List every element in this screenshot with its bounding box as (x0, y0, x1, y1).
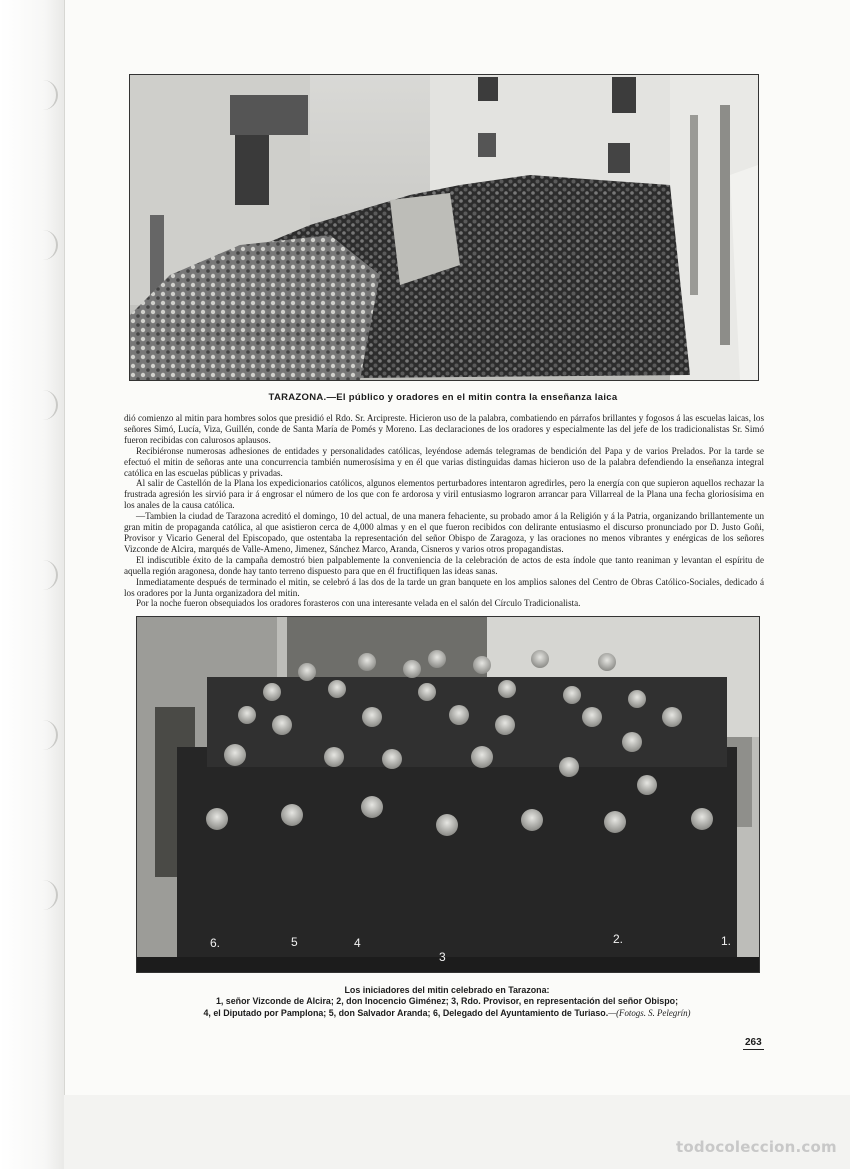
figure-number: 1. (721, 934, 732, 948)
figure-number: 3 (439, 950, 446, 964)
article-paragraph: —Tambien la ciudad de Tarazona acreditó el domingo, 10 del actual, de una manera fehaciente, su probado amor á la Religión y á la Patria, organizando brillantemente un gran mitin de propaganda católica, al que asistieron cerca de 4,000 almas y en el que fueron recibidos con delirante entusiasmo el discurso pronunciado por D. Justo Goñi, Provisor y Vicario General del Episcopado, que ostentaba la representación del señor Obispo de Zaragoza, y las oraciones no menos vibrantes y enérgicas de los señores Vizconde de Alcira, marqués de Valle-Ameno, Jimenez, Sánchez Marco, Aranda, Cisneros y varios otros propagandistas. (124, 511, 764, 554)
article-paragraph: dió comienzo al mitin para hombres solos que presidió el Rdo. Sr. Arcipreste. Hicieron uso de la palabra, combatiendo en párrafos brillantes y fogosos á las escuelas laicas, los señores Simó, Lucía, Viza, Guillén, conde de Santa María de Pomés y Moreno. Las declaraciones de los oradores y especialmente las del jefe de los tradicionalistas Sr. Simó fueron recibidas con calurosos aplausos. (124, 413, 764, 445)
binding-strip (0, 0, 64, 1169)
figure-number: 4 (354, 936, 361, 950)
caption-line: 1, señor Vizconde de Alcira; 2, don Inocencio Giménez; 3, Rdo. Provisor, en representación del señor Obispo; (215, 996, 679, 1007)
article-paragraph: Al salir de Castellón de la Plana los expedicionarios católicos, algunos elementos perturbadores intentaron agredirles, pero la energía con que supieron aquellos rechazar la frustrada agresión les sirvió para ir á engrosar el número de los que con fe ardorosa y viril entusiasmo lograron arrancar para Villarreal de la Plana una fecha gloriosísima en los anales de la causa católica. (124, 478, 764, 511)
caption-line (134, 1008, 760, 1019)
group-photo (136, 616, 760, 973)
figure-number: 5 (291, 935, 298, 949)
group-photo-image (137, 617, 759, 972)
article-paragraph: Recibiéronse numerosas adhesiones de entidades y personalidades católicas, leyéndose además telegramas de bendición del Papa y de varios Prelados. Por la tarde se efectuó el mitin de señoras ante una concurrencia también numerosísima y en él que varias distinguidas damas hicieron uso de la palabra defendiendo la enseñanza integral católica en las escuelas públicas y privadas. (124, 445, 764, 478)
crowd-photo (129, 74, 759, 381)
crowd-photo-caption: TARAZONA.—El público y oradores en el mitin contra la enseñanza laica (268, 392, 618, 403)
binding-tab (16, 720, 58, 750)
figure-number: 6. (210, 936, 221, 950)
photo-credit: —(Fotogs. S. Pelegrín) (608, 1007, 691, 1018)
article-paragraph: Por la noche fueron obsequiados los oradores forasteros con una interesante velada en el salón del Círculo Tradicionalista. (136, 598, 581, 609)
crowd-photo-image (130, 75, 758, 380)
figure-number: 2. (613, 932, 624, 946)
binding-tab (16, 560, 58, 590)
watermark: todocoleccion.com (676, 1138, 837, 1156)
binding-tab (16, 390, 58, 420)
binding-tab (16, 230, 58, 260)
page-number: 263 (745, 1037, 762, 1048)
article-paragraph: El indiscutible éxito de la campaña demostró bien palpablemente la conveniencia de la celebración de actos de esta índole que tanto reaniman y levantan el espíritu de aquella región aragonesa, donde hay tanto terreno dispuesto para que en él fructifiquen las ideas sanas. (124, 554, 764, 576)
binding-tab (16, 80, 58, 110)
group-photo-caption (134, 985, 760, 1019)
article-paragraph: Inmediatamente después de terminado el mitin, se celebró á las dos de la tarde un gran banquete en los amplios salones del Centro de Obras Católico-Sociales, dedicado á los oradores por la Junta organizadora del mitin. (124, 576, 764, 598)
caption-title: Los iniciadores del mitin celebrado en Tarazona: (344, 985, 550, 995)
caption-line-text: 4, el Diputado por Pamplona; 5, don Salvador Aranda; 6, Delegado del Ayuntamiento de Turiaso. (203, 1007, 609, 1018)
binding-tab (16, 880, 58, 910)
article-text (124, 413, 764, 609)
